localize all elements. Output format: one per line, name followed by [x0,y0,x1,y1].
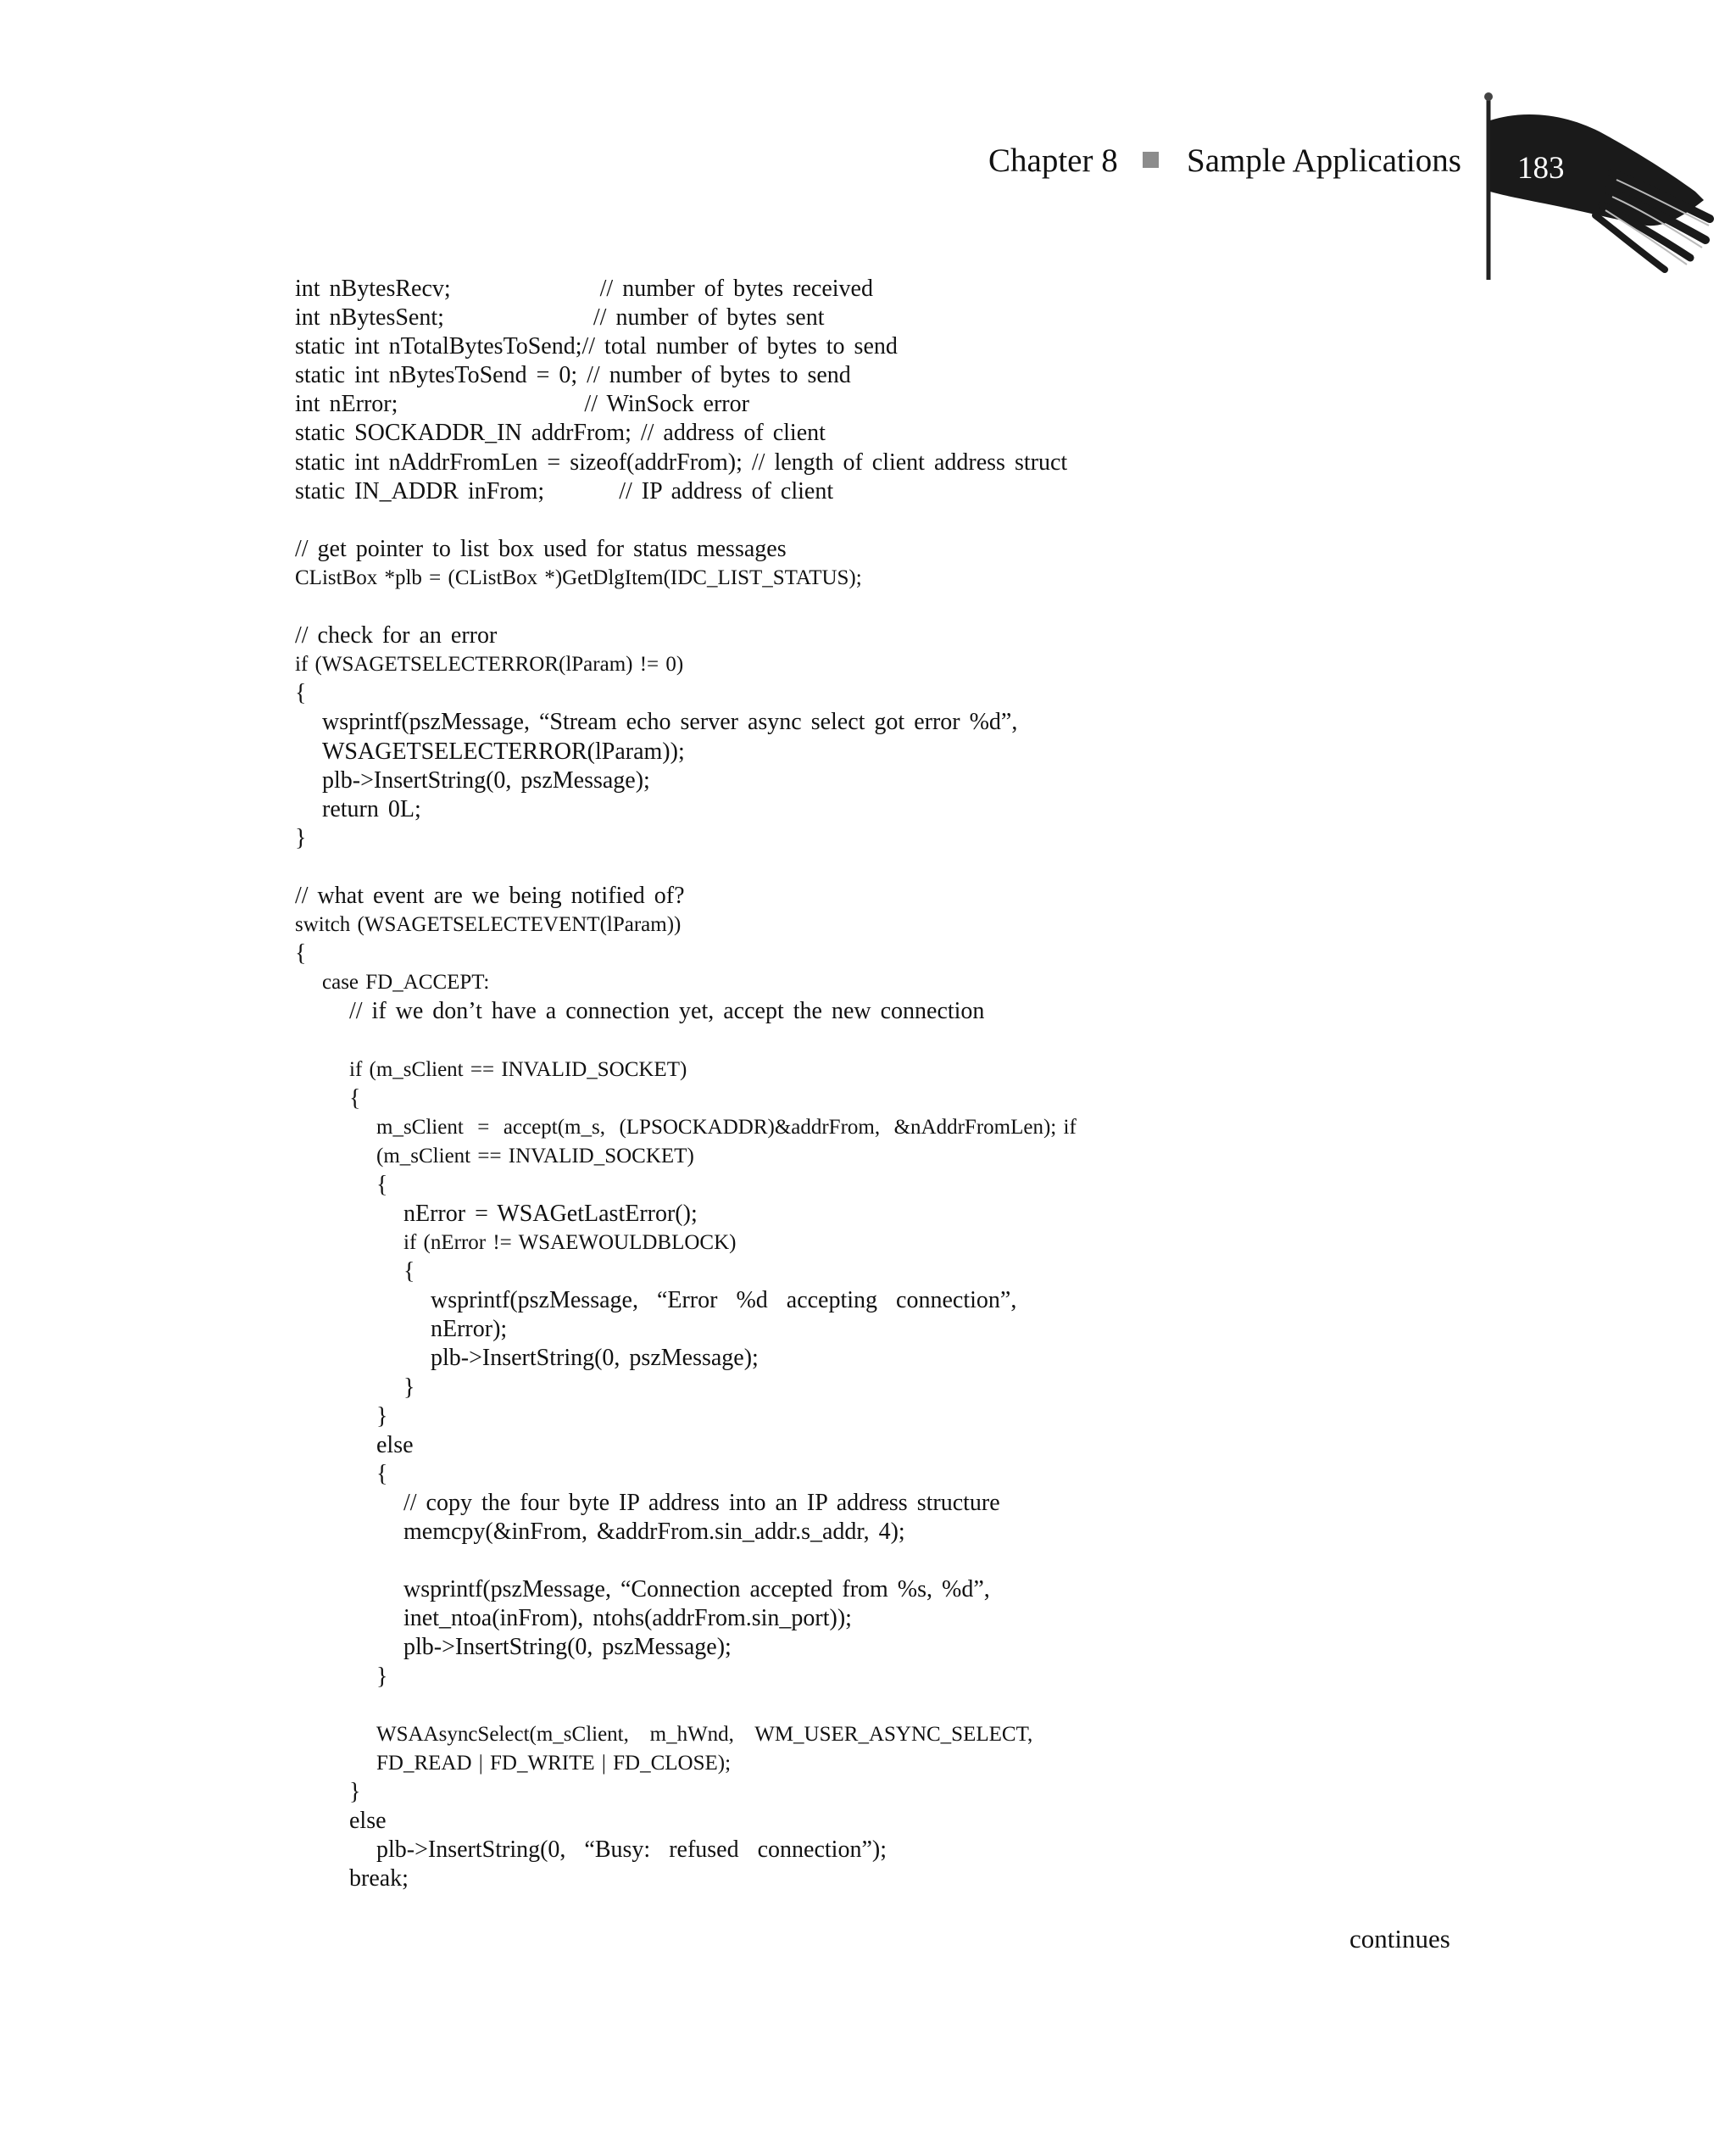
code-line: wsprintf(pszMessage, “Error %d accepting connection”, [431,1287,1017,1314]
code-line: switch (WSAGETSELECTEVENT(lParam)) [295,913,682,937]
code-line: memcpy(&inFrom, &addrFrom.sin_addr.s_addr, 4); [403,1519,905,1546]
code-line: static int nAddrFromLen = sizeof(addrFrom); // length of client address struct [295,449,1068,476]
code-line [295,853,1414,882]
code-line: static int nTotalBytesToSend;// total number of bytes to send [295,333,898,360]
code-line: return 0L; [322,795,421,822]
code-line: plb->InsertString(0, “Busy: refused connection”); [376,1836,887,1864]
code-line: case FD_ACCEPT: [322,971,490,995]
code-line: static IN_ADDR inFrom; // IP address of client [295,477,834,504]
code-line: WSAGETSELECTERROR(lParam)); [322,738,685,765]
code-line: inet_ntoa(inFrom), ntohs(addrFrom.sin_port)); [403,1605,852,1632]
code-line: plb->InsertString(0, pszMessage); [403,1634,732,1661]
page-number: 183 [1517,151,1565,186]
header-separator-square [1143,152,1159,168]
code-line: m_sClient = accept(m_s, (LPSOCKADDR)&addrFrom, &nAddrFromLen); if [376,1115,1077,1139]
code-line: nError = WSAGetLastError(); [403,1201,698,1227]
code-line: int nError; // WinSock error [295,391,749,418]
code-line: nError); [431,1316,508,1343]
code-line: FD_READ | FD_WRITE | FD_CLOSE); [376,1751,732,1775]
code-line: { [376,1460,388,1487]
code-line: // if we don’t have a connection yet, accept the new connection [349,998,985,1025]
code-line: } [376,1663,388,1690]
chapter-label: Chapter 8 [988,142,1118,179]
code-line: (m_sClient == INVALID_SOCKET) [376,1144,694,1168]
code-line: if (nError != WSAEWOULDBLOCK) [403,1231,737,1255]
code-line: { [295,680,307,707]
code-line [295,1691,1414,1720]
code-line: } [349,1778,361,1805]
code-line: CListBox *plb = (CListBox *)GetDlgItem(IDC_LIST_STATUS); [295,566,862,589]
code-line: int nBytesRecv; // number of bytes received [295,276,873,302]
code-line [295,1547,1414,1575]
code-line: // what event are we being notified of? [295,882,685,909]
code-line: // get pointer to list box used for status messages [295,535,787,562]
code-line: plb->InsertString(0, pszMessage); [322,766,650,794]
code-line: else [349,1807,387,1834]
code-line: int nBytesSent; // number of bytes sent [295,304,825,332]
code-line [295,1026,1414,1055]
code-line: plb->InsertString(0, pszMessage); [431,1345,759,1372]
code-line: if (m_sClient == INVALID_SOCKET) [349,1057,687,1081]
code-line: if (WSAGETSELECTERROR(lParam) != 0) [295,653,684,677]
code-line: { [295,940,307,967]
code-line: wsprintf(pszMessage, “Stream echo server async select got error %d”, [322,709,1018,736]
code-line: } [403,1374,415,1401]
code-line: static SOCKADDR_IN addrFrom; // address of client [295,420,826,447]
code-line: // check for an error [295,622,498,649]
continues-note: continues [1349,1924,1450,1953]
code-line: wsprintf(pszMessage, “Connection accepted from %s, %d”, [403,1576,990,1603]
code-line: // copy the four byte IP address into an IP address structure [403,1489,1000,1516]
code-line [295,506,1414,535]
code-line: { [376,1171,388,1198]
code-line: else [376,1431,414,1458]
code-line: { [403,1258,415,1285]
flag-icon [1468,92,1722,287]
code-line: } [376,1402,388,1430]
code-line: { [349,1084,361,1112]
code-line [295,593,1414,621]
chapter-title: Sample Applications [1187,142,1461,179]
code-listing [295,275,1414,1893]
code-line: static int nBytesToSend = 0; // number of bytes to send [295,362,851,389]
code-line: WSAAsyncSelect(m_sClient, m_hWnd, WM_USER_ASYNC_SELECT, [376,1722,1033,1746]
code-line: break; [349,1865,409,1892]
code-line: } [295,824,307,851]
